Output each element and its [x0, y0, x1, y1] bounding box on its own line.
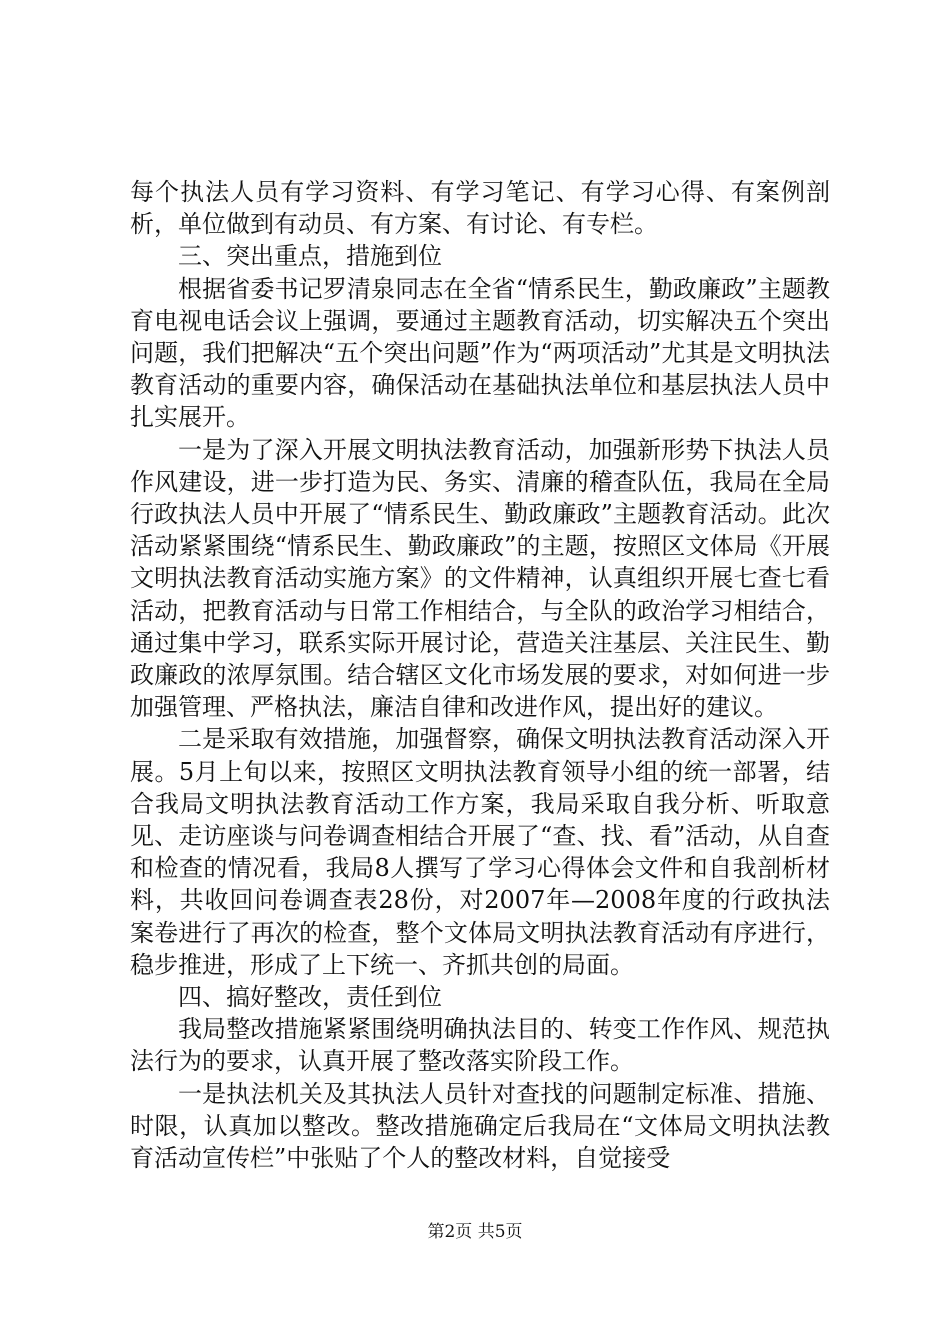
paragraph-8: 一是执法机关及其执法人员针对查找的问题制定标准、措施、时限，认真加以整改。整改措施确定后我局在“文体局文明执法教育活动宣传栏”中张贴了个人的整改材料，自觉接受 [130, 1079, 830, 1173]
paragraph-3: 根据省委书记罗清泉同志在全省“情系民生，勤政廉政”主题教育电视电话会议上强调，要通过主题教育活动，切实解决五个突出问题，我们把解决“五个突出问题”作为“两项活动”尤其是文明执法教育活动的重要内容，确保活动在基础执法单位和基层执法人员中扎实展开。 [130, 274, 830, 432]
section-heading-3: 三、突出重点，措施到位 [178, 242, 442, 271]
section-heading-4: 四、搞好整改，责任到位 [178, 983, 442, 1012]
paragraph-4: 一是为了深入开展文明执法教育活动，加强新形势下执法人员作风建设，进一步打造为民、务实、清廉的稽查队伍，我局在全局行政执法人员中开展了“情系民生、勤政廉政”主题教育活动。此次活动紧紧围绕“情系民生、勤政廉政”的主题，按照区文体局《开展文明执法教育活动实施方案》的文件精神，认真组织开展七查七看活动，把教育活动与日常工作相结合，与全队的政治学习相结合，通过集中学习，联系实际开展讨论，营造关注基层、关注民生、勤政廉政的浓厚氛围。结合辖区文化市场发展的要求，对如何进一步加强管理、严格执法，廉洁自律和改进作风，提出好的建议。 [130, 435, 830, 722]
paragraph-7: 我局整改措施紧紧围绕明确执法目的、转变工作作风、规范执法行为的要求，认真开展了整改落实阶段工作。 [130, 1015, 830, 1076]
document-body [130, 176, 830, 1174]
paragraph-5: 二是采取有效措施，加强督察，确保文明执法教育活动深入开展。5月上旬以来，按照区文明执法教育领导小组的统一部署，结合我局文明执法教育活动工作方案，我局采取自我分析、听取意见、走访座谈与问卷调查相结合开展了“查、找、看”活动，从自查和检查的情况看，我局8人撰写了学习心得体会文件和自我剖析材料，共收回问卷调查表28份，对2007年—2008年度的行政执法案卷进行了再次的检查，整个文体局文明执法教育活动有序进行，稳步推进，形成了上下统一、齐抓共创的局面。 [130, 725, 830, 979]
page-number-footer: 第2页 共5页 [427, 1222, 523, 1242]
paragraph-1: 每个执法人员有学习资料、有学习笔记、有学习心得、有案例剖析，单位做到有动员、有方案、有讨论、有专栏。 [130, 178, 830, 239]
